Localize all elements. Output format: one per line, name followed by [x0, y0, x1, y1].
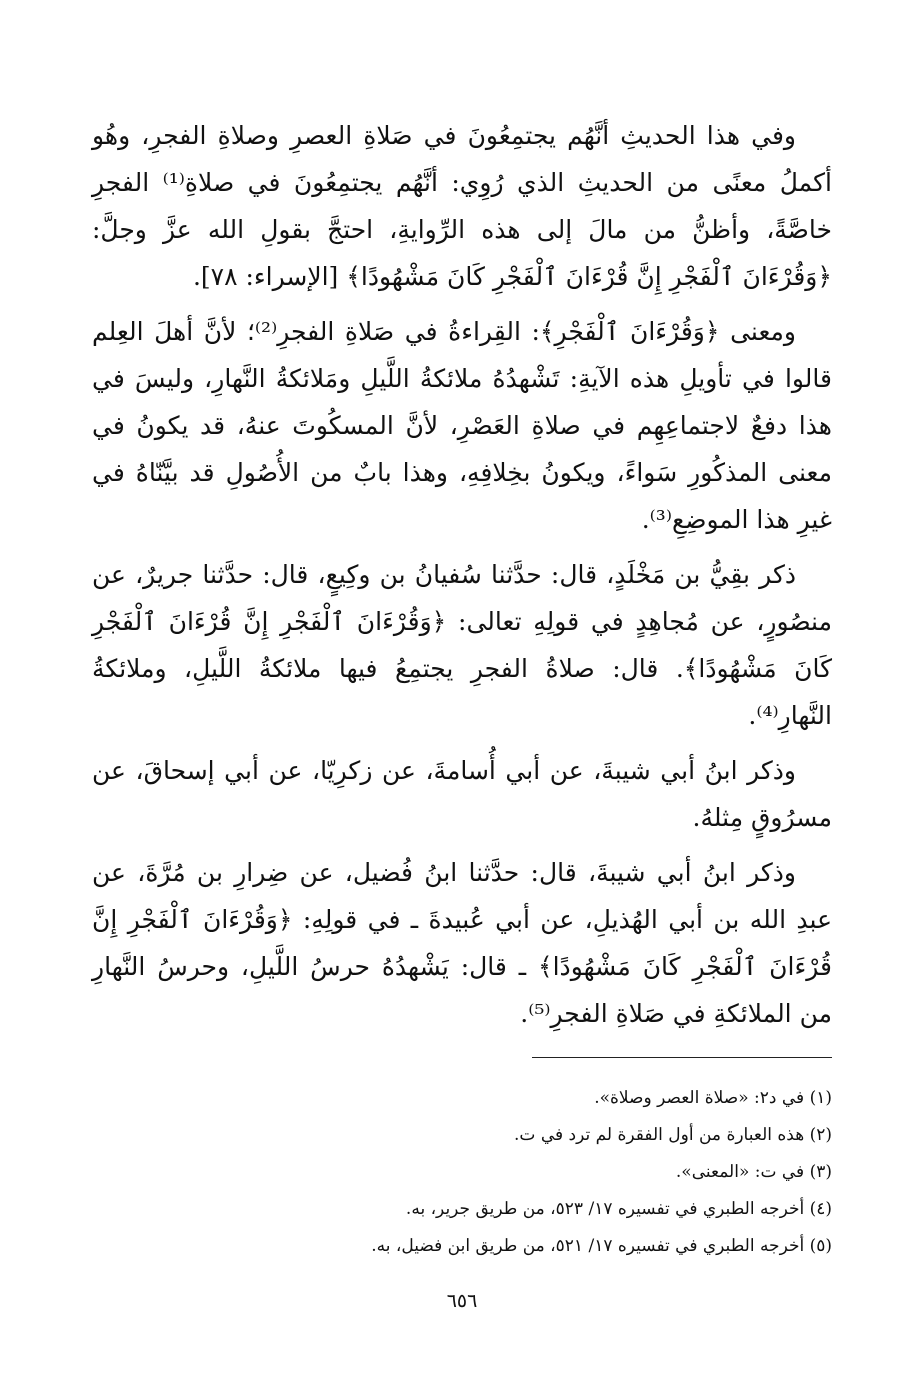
footnote-3: (٣) في ت: «المعنى». [675, 1162, 832, 1182]
main-text-block [92, 112, 832, 1037]
footnote-5: (٥) أخرجه الطبري في تفسيره ١٧/ ٥٢١، من طريق ابن فضيل، به. [371, 1236, 832, 1256]
paragraph-3: ذكر بقِيُّ بن مَخْلَدٍ، قال: حدَّثنا سُفيانُ بن وكِيعٍ، قال: حدَّثنا جريرٌ، عن منصُورٍ، عن مُجاهِدٍ في قولِهِ تعالى: ﴿وَقُرْءَانَ ٱلْفَجْرِ إِنَّ قُرْءَانَ ٱلْفَجْرِ كَانَ مَشْهُودًا﴾. قال: صلاةُ الفجرِ يجتمِعُ فيها ملائكةُ اللَّيلِ، وملائكةُ النَّهارِ⁽⁴⁾. [92, 560, 832, 730]
paragraph-2: ومعنى ﴿وَقُرْءَانَ ٱلْفَجْرِ﴾: القِراءةُ في صَلاةِ الفجرِ⁽²⁾؛ لأنَّ أهلَ العِلم قالوا في تأويلِ هذه الآيةِ: تَشْهدُهُ ملائكةُ اللَّيلِ ومَلائكةُ النَّهارِ، وليسَ في هذا دفعٌ لاجتماعِهِم في صلاةِ العَصْرِ، لأنَّ المسكُوتَ عنهُ، قد يكونُ في معنى المذكُورِ سَواءً، ويكونُ بخِلافِهِ، وهذا بابٌ من الأُصُولِ قد بيَّنّاهُ في غيرِ هذا الموضِعِ⁽³⁾. [92, 317, 832, 534]
page-number: ٦٥٦ [446, 1290, 478, 1312]
footnotes-block [92, 1080, 832, 1265]
footnote-2: (٢) هذه العبارة من أول الفقرة لم ترد في ت. [514, 1125, 832, 1145]
footnote-separator [532, 1057, 832, 1058]
footnote-1: (١) في د٢: «صلاة العصر وصلاة». [594, 1088, 832, 1108]
paragraph-5: وذكر ابنُ أبي شيبةَ، قال: حدَّثنا ابنُ فُضيل، عن ضِرارِ بن مُرَّةَ، عن عبدِ الله بن أبي الهُذيلِ، عن أبي عُبيدةَ ـ في قولِهِ: ﴿وَقُرْءَانَ ٱلْفَجْرِ إِنَّ قُرْءَانَ ٱلْفَجْرِ كَانَ مَشْهُودًا﴾ ـ قال: يَشْهدُهُ حرسُ اللَّيلِ، وحرسُ النَّهارِ من الملائكةِ في صَلاةِ الفجرِ⁽⁵⁾. [92, 858, 832, 1028]
paragraph-4: وذكر ابنُ أبي شيبةَ، عن أبي أُسامةَ، عن زكرِيّا، عن أبي إسحاقَ، عن مسرُوقٍ مِثلهُ. [92, 756, 832, 832]
book-page [92, 112, 832, 1352]
paragraph-1: وفي هذا الحديثِ أنَّهُم يجتمِعُونَ في صَلاةِ العصرِ وصلاةِ الفجرِ، وهُو أكملُ معنًى من الحديثِ الذي رُوِي: أنَّهُم يجتمِعُونَ في صلاةِ⁽¹⁾ الفجرِ خاصَّةً، وأظنُّ من مالَ إلى هذه الرِّوايةِ، احتجَّ بقولِ الله عزَّ وجلَّ: ﴿وَقُرْءَانَ ٱلْفَجْرِ إِنَّ قُرْءَانَ ٱلْفَجْرِ كَانَ مَشْهُودًا﴾ [الإسراء: ٧٨]. [92, 121, 832, 291]
footnote-4: (٤) أخرجه الطبري في تفسيره ١٧/ ٥٢٣، من طريق جرير، به. [405, 1199, 832, 1219]
